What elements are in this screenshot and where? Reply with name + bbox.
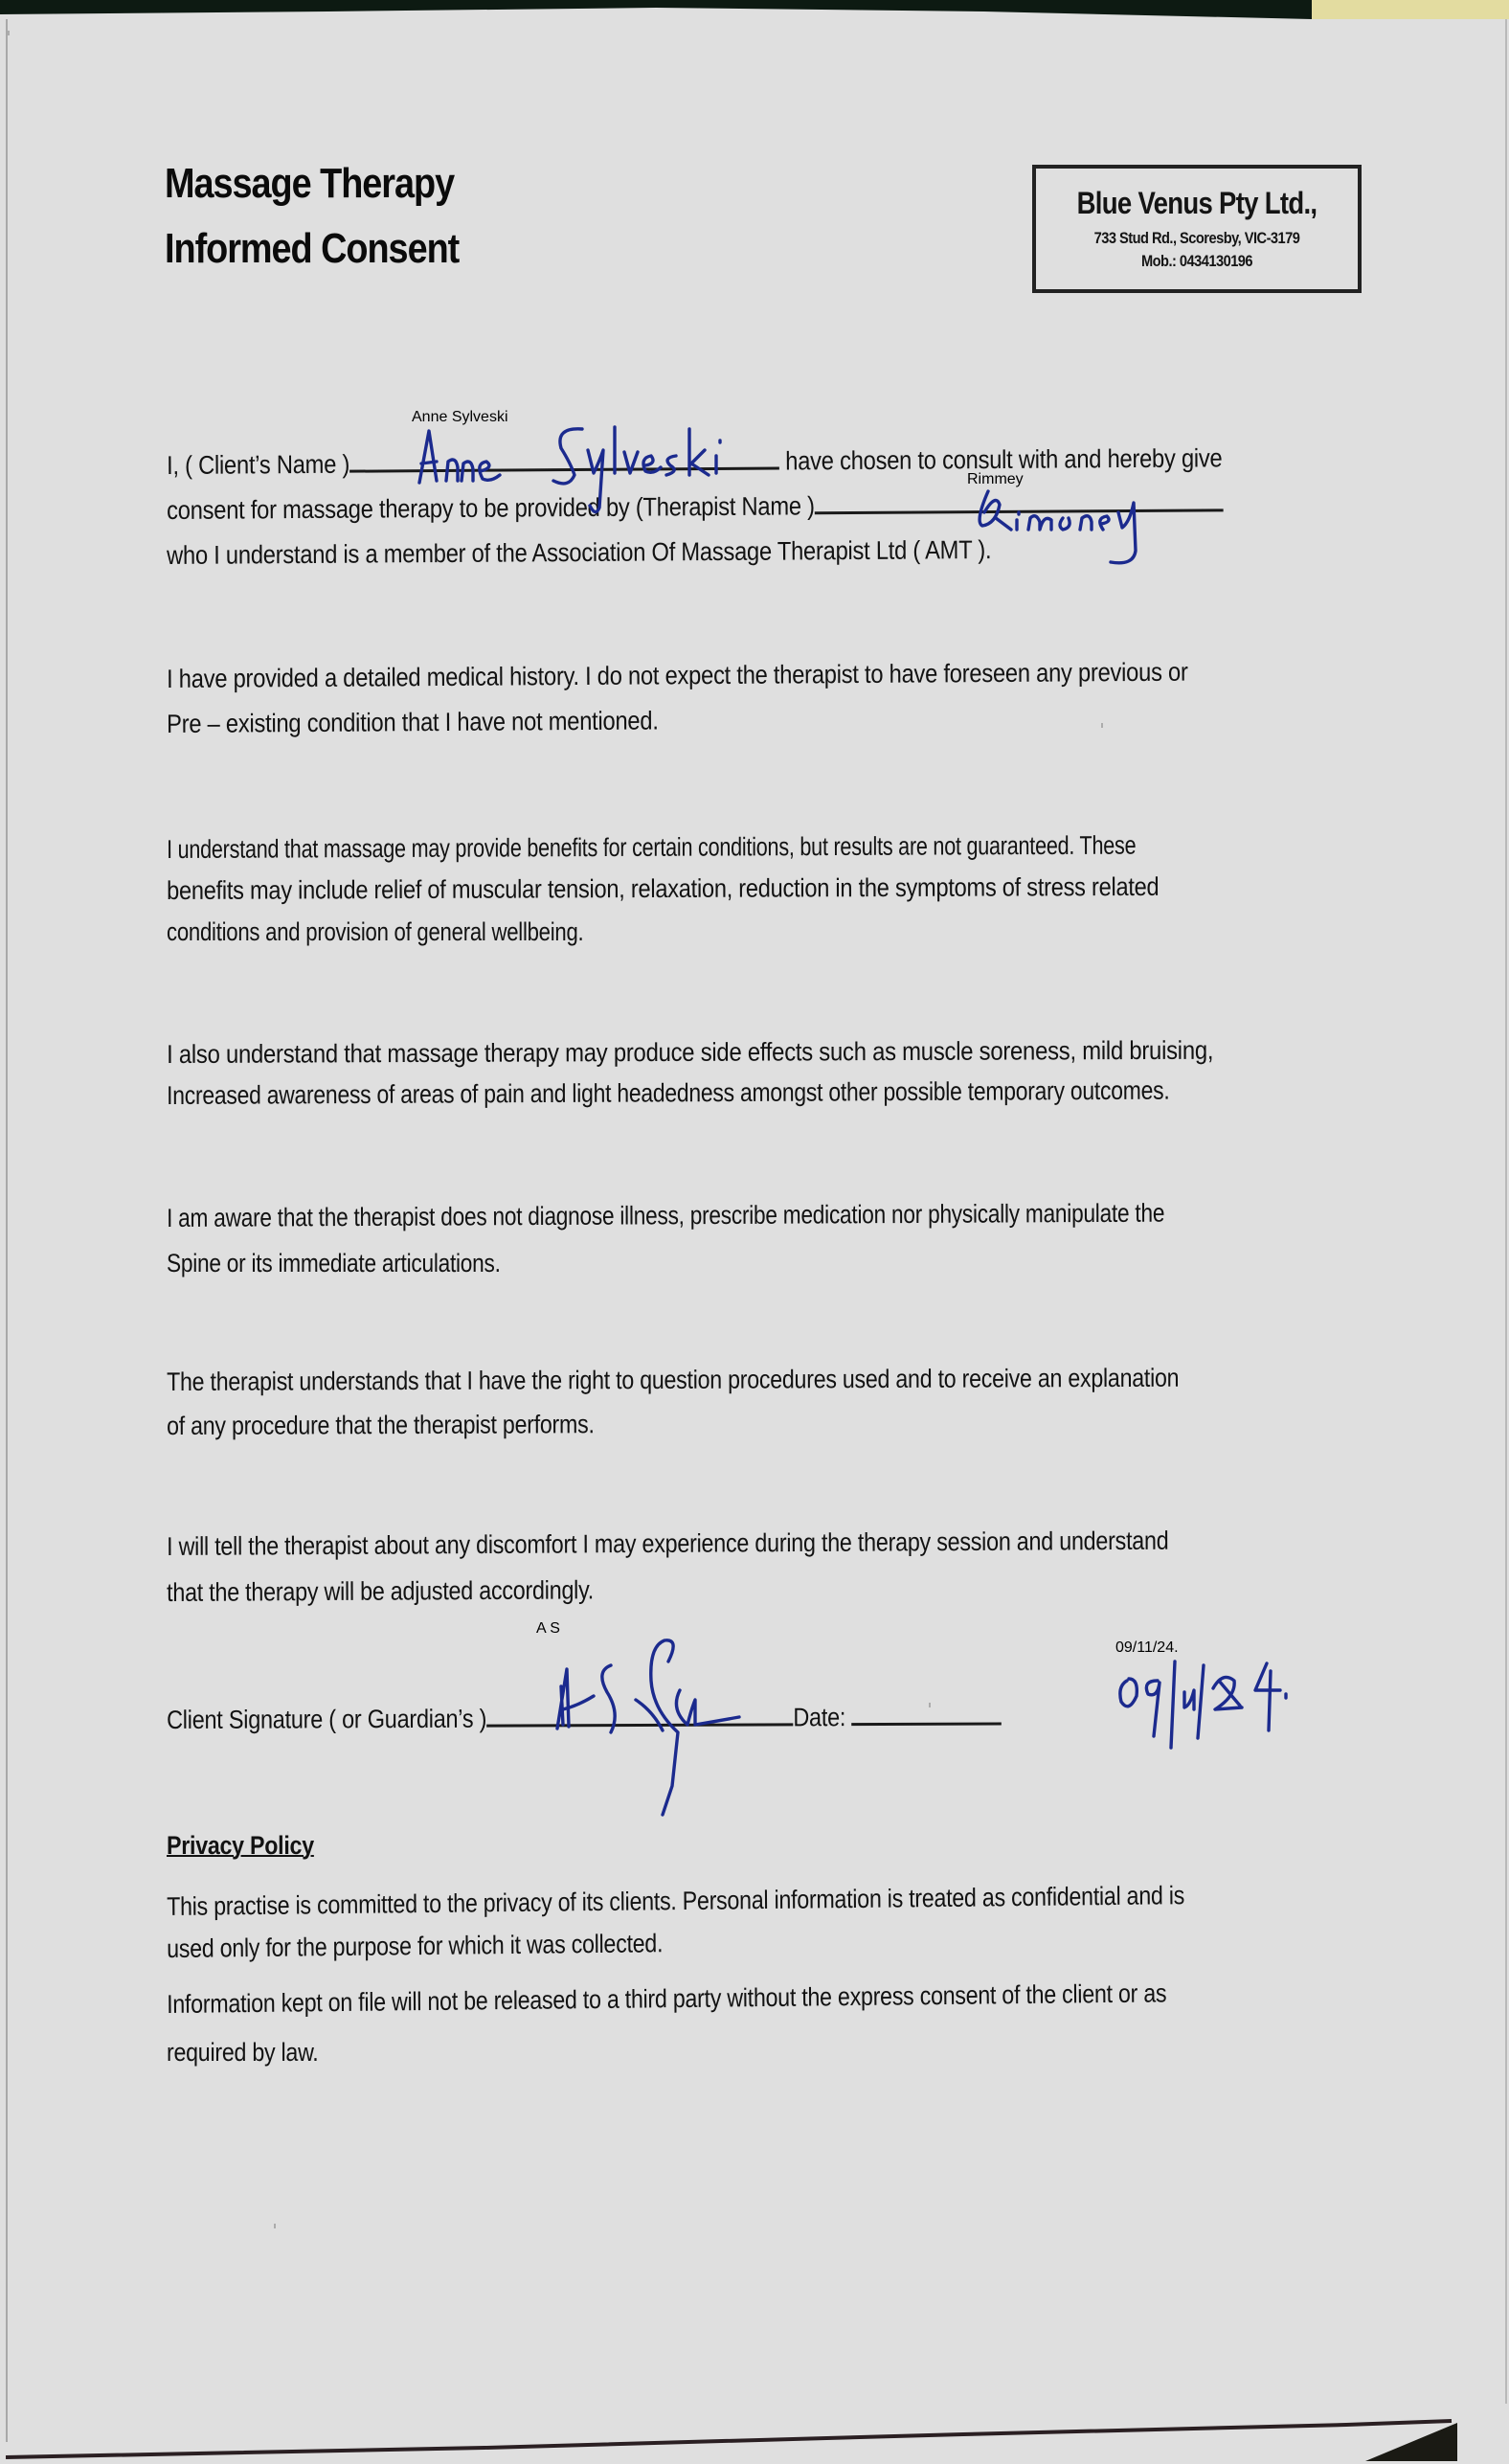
paper-edge-left <box>6 19 8 2442</box>
privacy-line-4: required by law. <box>167 2038 319 2067</box>
company-name: Blue Venus Pty Ltd., <box>1076 186 1318 220</box>
handwritten-client-name <box>412 409 833 517</box>
photo-background-corner <box>1312 0 1509 19</box>
paragraph-3-line-1: I also understand that massage therapy may produce side effects such as muscle soreness, mild bruising, <box>167 1035 1214 1069</box>
paragraph-1-line-2: Pre – existing condition that I have not mentioned. <box>167 706 659 738</box>
title-line-1: Massage Therapy <box>165 160 455 207</box>
paragraph-4-line-2: Spine or its immediate articulations. <box>167 1249 501 1277</box>
paragraph-1-line-1: I have provided a detailed medical history. I do not expect the therapist to have foreseen any previous or <box>167 657 1188 693</box>
paragraph-4-line-1: I am aware that the therapist does not diagnose illness, prescribe medication nor physically manipulate the <box>167 1198 1165 1232</box>
paragraph-2-line-1: I understand that massage may provide benefits for certain conditions, but results are not guaranteed. These <box>167 830 1137 864</box>
scan-speck <box>274 2224 276 2228</box>
date-field[interactable] <box>851 1702 1002 1727</box>
consent-intro-suffix: have chosen to consult with and hereby give <box>785 443 1223 476</box>
handwritten-signature <box>536 1620 833 1824</box>
company-mobile: Mob.: 0434130196 <box>1140 252 1253 270</box>
document-title <box>165 151 459 282</box>
privacy-line-3: Information kept on file will not be released to a third party without the express consent of the client or as <box>167 1978 1167 2019</box>
date-value: 09/11/24. <box>1115 1639 1179 1656</box>
paragraph-2-line-2: benefits may include relief of muscular tension, relaxation, reduction in the symptoms of stress related <box>167 871 1160 905</box>
privacy-line-2: used only for the purpose for which it was collected. <box>167 1929 664 1963</box>
signature-value: A S <box>536 1620 560 1637</box>
consent-intro-line-3: who I understand is a member of the Association Of Massage Therapist Ltd ( AMT ). <box>167 535 992 570</box>
date-label: Date: <box>793 1703 846 1732</box>
scan-speck <box>1101 723 1103 728</box>
company-stamp <box>1032 165 1362 293</box>
signature-label: Client Signature ( or Guardian’s ) <box>167 1704 487 1734</box>
paragraph-5-line-2: of any procedure that the therapist performs. <box>167 1410 595 1440</box>
privacy-heading: Privacy Policy <box>167 1831 314 1860</box>
paragraph-3-line-2: Increased awareness of areas of pain and light headedness amongst other possible temporary outcomes. <box>167 1075 1170 1110</box>
paper-edge-bottom <box>6 2404 1457 2461</box>
paper-edge-right <box>1505 19 1507 2404</box>
handwritten-date <box>1115 1639 1364 1757</box>
therapist-name-label: consent for massage therapy to be provided by (Therapist Name ) <box>167 491 815 525</box>
privacy-line-1: This practise is committed to the privacy of its clients. Personal information is treated as confidential and is <box>167 1881 1185 1921</box>
paragraph-6-line-1: I will tell the therapist about any discomfort I may experience during the therapy session and understand <box>167 1526 1169 1561</box>
scan-speck <box>8 31 10 35</box>
photo-background-top <box>0 0 1312 19</box>
therapist-name-value: Rimmey <box>967 471 1024 487</box>
paragraph-6-line-2: that the therapy will be adjusted accordingly. <box>167 1575 595 1607</box>
paragraph-2-line-3: conditions and provision of general wellbeing. <box>167 917 584 946</box>
client-name-value: Anne Sylveski <box>412 409 508 425</box>
scan-speck <box>929 1703 931 1707</box>
paragraph-5-line-1: The therapist understands that I have the right to question procedures used and to receive an explanation <box>167 1363 1180 1396</box>
company-address: 733 Stud Rd., Scoresby, VIC-3179 <box>1093 229 1300 247</box>
title-line-2: Informed Consent <box>165 225 460 272</box>
client-name-label: I, ( Client’s Name ) <box>167 449 350 480</box>
handwritten-therapist-name <box>967 471 1168 575</box>
